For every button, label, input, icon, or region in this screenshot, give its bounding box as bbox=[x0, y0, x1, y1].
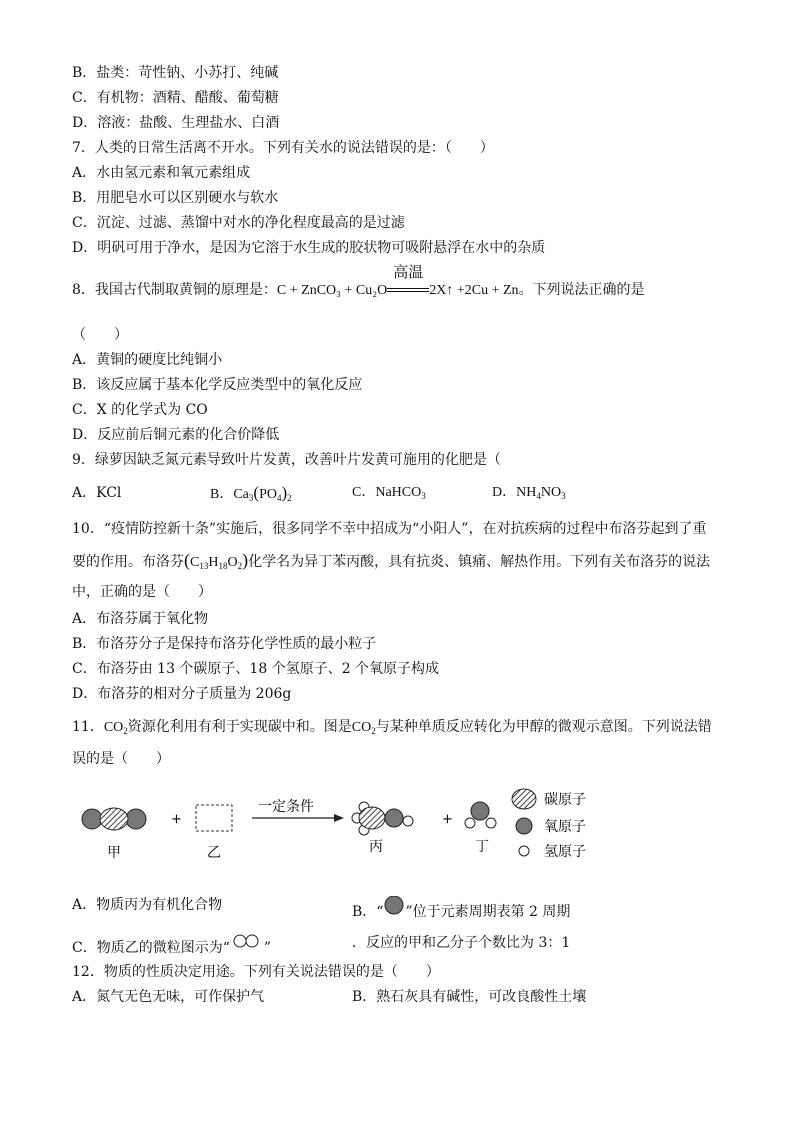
q9-option-d-label: D． bbox=[492, 485, 517, 500]
legend-oxygen-symbol bbox=[516, 818, 532, 834]
q9-option-b: B．Ca3(PO4)2 bbox=[210, 483, 292, 503]
plus-sign-2: + bbox=[442, 812, 453, 827]
q10-formula: $(C_{13}H_{18}O_2)$ bbox=[184, 550, 249, 571]
q9-option-b-label: B． bbox=[210, 487, 234, 502]
q12-option-a: A．氮气无色无味，可作保护气 bbox=[72, 989, 265, 1005]
label-bing: 丙 bbox=[369, 839, 383, 855]
q11-option-b-post: ”位于元素周期表第 2 周期 bbox=[405, 904, 571, 920]
q6-option-b: B．盐类：苛性钠、小苏打、纯碱 bbox=[72, 65, 279, 81]
q11-co2-b: $CO_2$ bbox=[351, 720, 376, 736]
arrow-condition: 一定条件 bbox=[258, 799, 314, 815]
q8-option-d: D．反应前后铜元素的化合价降低 bbox=[72, 427, 280, 443]
q7-stem: 7．人类的日常生活离不开水。下列有关水的说法错误的是：（ ） bbox=[72, 140, 494, 156]
q10-option-a: A．布洛芬属于氧化物 bbox=[72, 611, 209, 627]
q10-stem-2b: 化学名为异丁苯丙酸，具有抗炎、镇痛、解热作用。下列有关布洛芬的说法 bbox=[248, 554, 711, 570]
q8-stem-head: 8．我国古代制取黄铜的原理是： bbox=[72, 282, 277, 298]
q10-option-d: D．布洛芬的相对分子质量为 206g bbox=[72, 686, 292, 702]
legend-carbon-symbol bbox=[512, 789, 536, 809]
q8-stem-tail: 。下列说法正确的是 bbox=[518, 282, 645, 298]
q8-condition-label: 高温 bbox=[393, 263, 424, 281]
q10-stem-line1: 10．“疫情防控新十条”实施后，很多同学不幸中招成为“小阳人”，在对抗疾病的过程中布洛芬起到了重 bbox=[72, 521, 707, 537]
q9-stem: 9．绿萝因缺乏氮元素导致叶片发黄，改善叶片发黄可施用的化肥是（ bbox=[72, 452, 501, 468]
legend-carbon: 碳原子 bbox=[544, 792, 586, 808]
q6-option-c: C．有机物：酒精、醋酸、葡萄糖 bbox=[72, 90, 279, 106]
oxygen-molecule-icon bbox=[230, 934, 264, 952]
q8-equal-bar bbox=[387, 288, 429, 292]
q8-reaction-condition bbox=[387, 263, 429, 299]
q11-option-a: A．物质丙为有机化合物 bbox=[72, 897, 223, 913]
legend bbox=[512, 789, 586, 860]
q10-stem-line2 bbox=[72, 551, 710, 575]
q11-stem-line2: 误的是（ ） bbox=[72, 751, 170, 767]
q9-option-a: A．KCl bbox=[72, 485, 122, 501]
q7-option-a: A．水由氢元素和氧元素组成 bbox=[72, 165, 251, 181]
q11-option-b-pre: B．“ bbox=[352, 904, 384, 920]
q9-option-c: C．NaHCO3 bbox=[352, 485, 426, 501]
molecule-ding bbox=[465, 802, 496, 828]
q11-stem-1: 资源化利用有利于实现碳中和。图是 bbox=[127, 719, 352, 735]
q6-option-d: D．溶液：盐酸、生理盐水、白酒 bbox=[72, 115, 280, 131]
q8-option-a: A．黄铜的硬度比纯铜小 bbox=[72, 352, 223, 368]
q8-stem bbox=[72, 263, 645, 300]
q11-co2-a: $CO_2$ bbox=[103, 720, 128, 736]
q11-option-c bbox=[72, 934, 271, 957]
q11-option-c-post: ” bbox=[263, 940, 272, 956]
q7-option-c: C．沉淀、过滤、蒸馏中对水的净化程度最高的是过滤 bbox=[72, 215, 405, 231]
q8-paren: （ ） bbox=[72, 327, 128, 343]
q9-option-c-label: C． bbox=[352, 485, 376, 500]
q10-stem-line3: 中，正确的是（ ） bbox=[72, 584, 212, 600]
legend-hydrogen-symbol bbox=[519, 846, 529, 856]
molecule-jia bbox=[82, 808, 146, 830]
q8-option-b: B．该反应属于基本化学反应类型中的氧化反应 bbox=[72, 377, 363, 393]
reaction-diagram bbox=[72, 785, 632, 865]
label-yi: 乙 bbox=[207, 845, 221, 861]
molecule-bing bbox=[352, 802, 413, 835]
legend-oxygen: 氧原子 bbox=[544, 819, 586, 835]
q11-number: 11． bbox=[72, 719, 104, 735]
q11-option-d: ．反应的甲和乙分子个数比为 3：1 bbox=[352, 935, 571, 951]
legend-hydrogen: 氢原子 bbox=[544, 844, 586, 860]
q12-stem: 12．物质的性质决定用途。下列有关说法错误的是（ ） bbox=[72, 964, 440, 980]
q11-stem-1b: 与某种单质反应转化为甲醇的微观示意图。下列说法错 bbox=[375, 719, 712, 735]
q11-stem-line1 bbox=[72, 718, 712, 740]
q12-option-b: B．熟石灰具有碱性，可改良酸性土壤 bbox=[352, 989, 587, 1005]
reaction-arrowhead bbox=[334, 814, 344, 822]
q7-option-d: D．明矾可用于净水，是因为它溶于水生成的胶状物可吸附悬浮在水中的杂质 bbox=[72, 240, 546, 256]
label-jia: 甲 bbox=[107, 845, 121, 861]
q10-stem-2a: 要的作用。布洛芬 bbox=[72, 554, 184, 570]
q8-option-c: C．X 的化学式为 CO bbox=[72, 402, 208, 418]
q11-option-b bbox=[352, 896, 570, 921]
q11-option-c-pre: C．物质乙的微粒图示为“ bbox=[72, 940, 230, 956]
q10-option-c: C．布洛芬由 13 个碳原子、18 个氢原子、2 个氧原子构成 bbox=[72, 661, 440, 677]
molecule-yi-box bbox=[196, 805, 232, 831]
label-ding: 丁 bbox=[475, 839, 489, 855]
q10-option-b: B．布洛芬分子是保持布洛芬化学性质的最小粒子 bbox=[72, 636, 377, 652]
q8-equation-right: 2X↑ +2Cu + Zn bbox=[429, 283, 519, 298]
q8-equation-left: C + ZnCO₃ + Cu₂O bbox=[276, 283, 388, 298]
q9-option-d: D．NH4NO3 bbox=[492, 485, 566, 501]
oxygen-atom-icon bbox=[383, 896, 405, 918]
q7-option-b: B．用肥皂水可以区别硬水与软水 bbox=[72, 190, 279, 206]
plus-sign-1: + bbox=[171, 812, 182, 827]
